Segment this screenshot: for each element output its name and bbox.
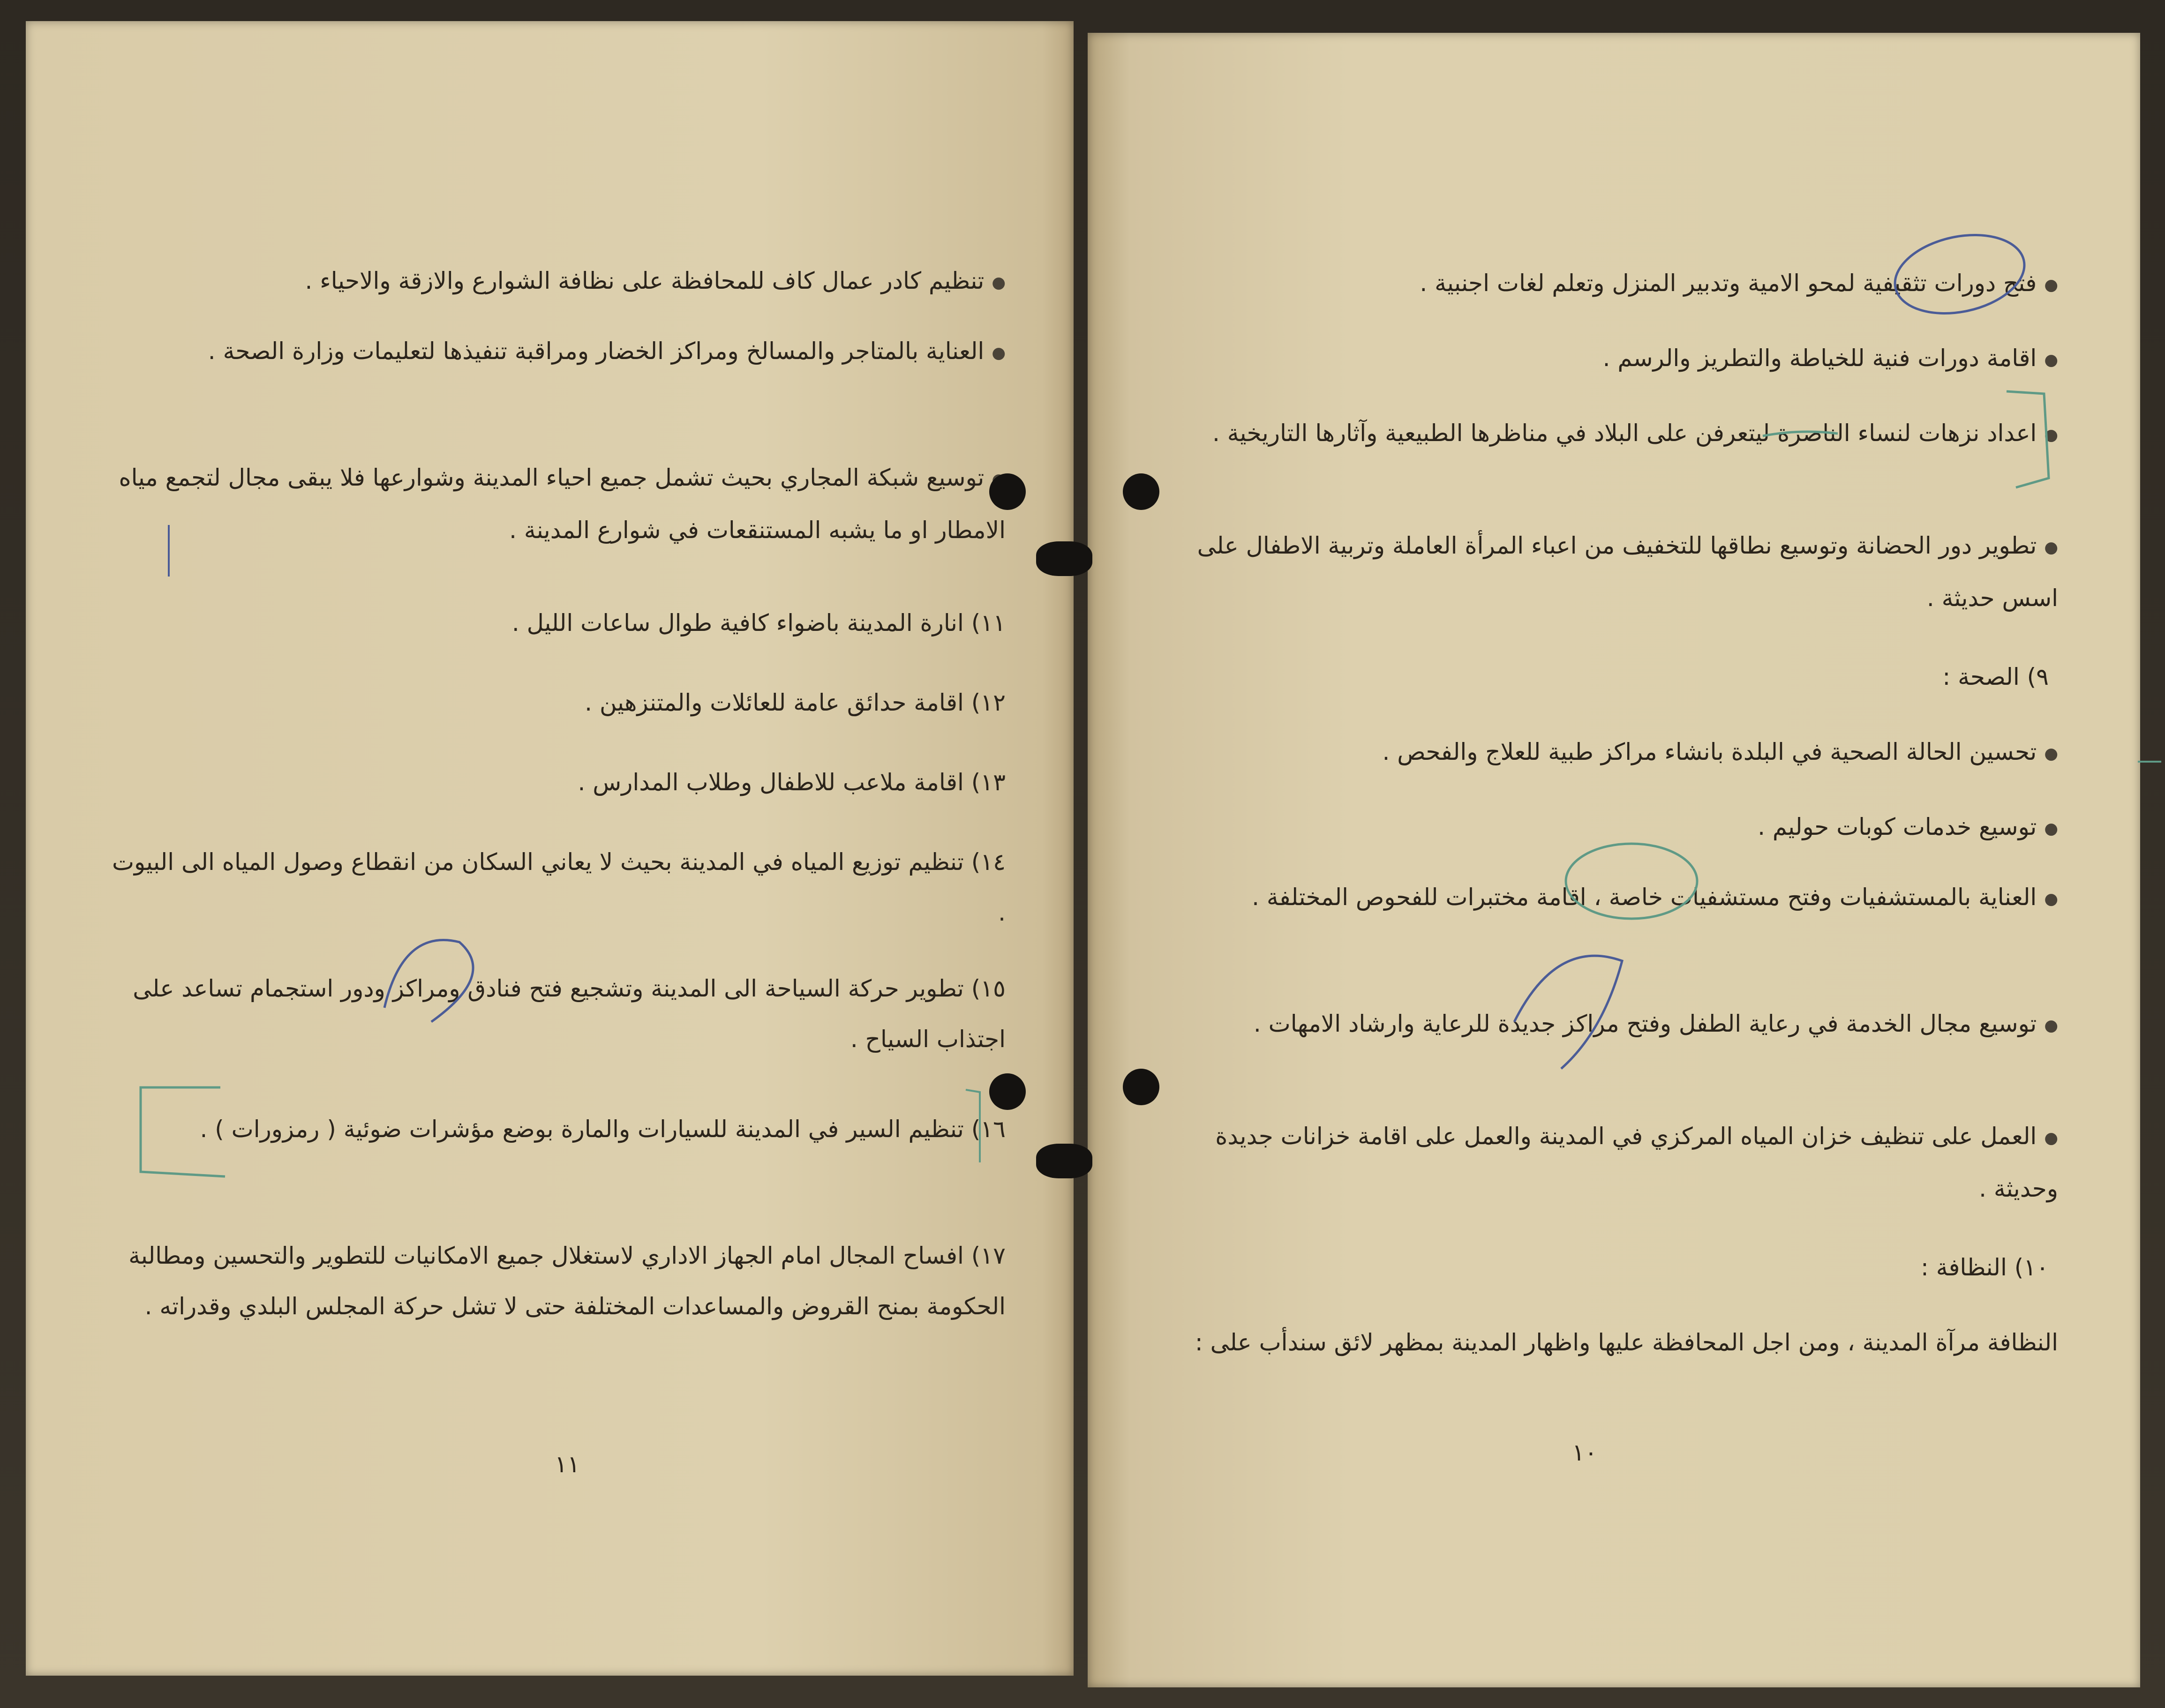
right-item-10: النظافة مرآة المدينة ، ومن اجل المحافظة عليها واظهار المدينة بمظهر لائق سندأب على :: [1195, 1329, 2058, 1356]
right-heading-health: ٩) الصحة :: [1942, 663, 2049, 690]
right-item-4: ● تطوير دور الحضانة وتوسيع نطاقها للتخفيف من اعباء المرأة العاملة وتربية الاطفال على اسس حديثة .: [1167, 520, 2058, 623]
left-page: [26, 21, 1074, 1676]
right-page: [1088, 33, 2140, 1687]
right-item-5: ● تحسين الحالة الصحية في البلدة بانشاء مراكز طبية للعلاج والفحص .: [1167, 727, 2058, 779]
right-item-3: ● اعداد نزهات لنساء الناصرة ليتعرفن على البلاد في مناظرها الطبيعية وآثارها التاريخية .: [1167, 408, 2058, 460]
left-item-9: ١٦) تنظيم السير في المدينة للسيارات والمارة بوضع مؤشرات ضوئية ( رمزورات ) .: [200, 1116, 1006, 1143]
left-item-4: ١١) انارة المدينة باضواء كافية طوال ساعات الليل .: [511, 609, 1006, 637]
left-item-5: ١٢) اقامة حدائق عامة للعائلات والمتنزهين .: [585, 689, 1006, 716]
right-item-6: ● توسيع خدمات كوبات حوليم .: [1167, 802, 2058, 854]
binding-hole: [989, 473, 1026, 510]
left-item-2: ● العناية بالمتاجر والمسالخ ومراكز الخضار ومراقبة تنفيذها لتعليمات وزارة الصحة .: [110, 326, 1006, 378]
right-item-8: ● توسيع مجال الخدمة في رعاية الطفل وفتح مراكز جديدة للرعاية وارشاد الامهات .: [1167, 998, 2058, 1051]
left-item-8: ١٥) تطوير حركة السياحة الى المدينة وتشجيع فتح فنادق ومراكز ودور استجمام تساعد على اجتذاب السياح .: [133, 975, 1006, 1053]
right-item-7: ● العناية بالمستشفيات وفتح مستشفيات خاصة ، اقامة مختبرات للفحوص المختلفة .: [1167, 872, 2058, 924]
binding-hole: [989, 1073, 1026, 1110]
left-item-10: ١٧) افساح المجال امام الجهاز الاداري لاستغلال جميع الامكانيات للتطوير والتحسين ومطالبة الحكومة بمنح القروض والمساعدات المختلفة حتى لا تشل حركة المجلس البلدي وقدراته .: [128, 1242, 1006, 1320]
right-item-1: ● فتح دورات تثقيفية لمحو الامية وتدبير المنزل وتعلم لغات اجنبية .: [1167, 258, 2058, 310]
page-number-10: ١٠: [1572, 1439, 1597, 1466]
binding-hole: [1123, 1069, 1159, 1105]
binding-hole: [1123, 473, 1159, 510]
right-item-2: ● اقامة دورات فنية للخياطة والتطريز والرسم .: [1167, 333, 2058, 385]
left-item-7: ١٤) تنظيم توزيع المياه في المدينة بحيث لا يعاني السكان من انقطاع وصول المياه الى البيوت .: [112, 848, 1006, 926]
binding-hole: [1036, 541, 1092, 576]
right-heading-cleanliness: ١٠) النظافة :: [1920, 1254, 2049, 1281]
right-item-9: ● العمل على تنظيف خزان المياه المركزي في المدينة والعمل على اقامة خزانات جديدة وحديثة .: [1167, 1111, 2058, 1214]
left-item-3: ● توسيع شبكة المجاري بحيث تشمل جميع احياء المدينة وشوارعها فلا يبقى مجال لتجمع مياه الامطار او ما يشبه المستنقعات في شوارع المدينة .: [110, 452, 1006, 555]
left-item-6: ١٣) اقامة ملاعب للاطفال وطلاب المدارس .: [578, 769, 1006, 796]
page-number-11: ١١: [555, 1451, 580, 1478]
binding-hole: [1036, 1144, 1092, 1178]
left-item-1: ● تنظيم كادر عمال كاف للمحافظة على نظافة الشوارع والازقة والاحياء .: [110, 255, 1006, 308]
